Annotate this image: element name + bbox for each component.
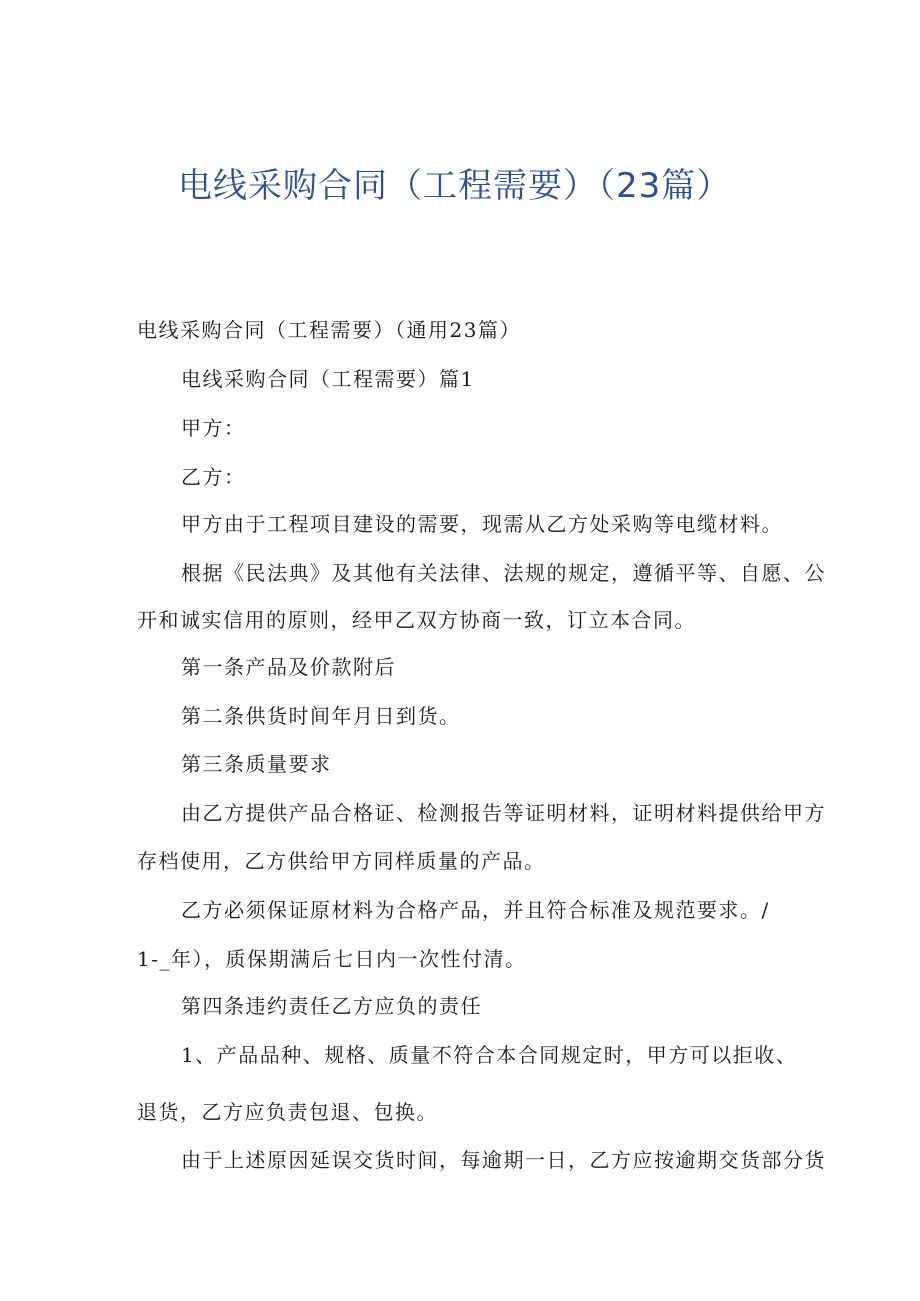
paragraph-line: 存档使用，乙方供给甲方同样质量的产品。 [137,849,546,873]
article-heading: 第四条违约责任乙方应负的责任 [181,994,482,1018]
paragraph-line: 开和诚实信用的原则，经甲乙双方协商一致，订立本合同。 [137,608,696,632]
article-heading: 第二条供货时间年月日到货。 [181,704,461,728]
paragraph-line: 1-_年），质保期满后七日内一次性付清。 [137,947,527,971]
section-heading: 电线采购合同（工程需要）篇1 [181,367,475,391]
paragraph-line: 1、产品品种、规格、质量不符合本合同规定时，甲方可以拒收、 [181,1043,798,1067]
paragraph-line: 退货，乙方应负责包退、包换。 [137,1100,438,1124]
party-a-line: 甲方： [181,416,246,440]
paragraph-line: 由于上述原因延误交货时间，每逾期一日，乙方应按逾期交货部分货 [181,1148,826,1172]
article-heading: 第一条产品及价款附后 [181,655,396,679]
party-b-line: 乙方： [181,465,246,489]
document-subtitle: 电线采购合同（工程需要）（通用23篇） [137,318,521,342]
paragraph-line: 根据《民法典》及其他有关法律、法规的规定，遵循平等、自愿、公 [181,561,826,585]
paragraph-line: 甲方由于工程项目建设的需要，现需从乙方处采购等电缆材料。 [181,512,783,536]
paragraph-line: 乙方必须保证原材料为合格产品，并且符合标准及规范要求。/ [181,898,770,922]
article-heading: 第三条质量要求 [181,752,332,776]
paragraph-line: 由乙方提供产品合格证、检测报告等证明材料，证明材料提供给甲方 [181,801,826,825]
document-title: 电线采购合同（工程需要）（23篇） [178,166,732,206]
